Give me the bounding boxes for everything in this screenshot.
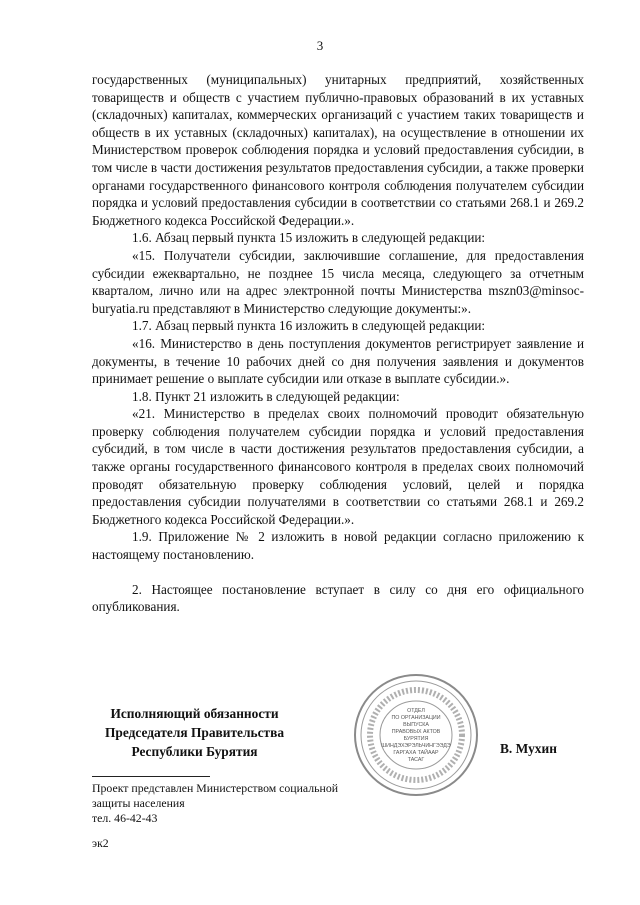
seal-text: БУРЯТИЯ [403, 736, 429, 742]
paragraph: 1.6. Абзац первый пункта 15 изложить в следующей редакции: [132, 230, 486, 246]
signature-title [92, 704, 297, 761]
document-body [92, 71, 584, 616]
footer-line: тел. 46-42-43 [92, 811, 158, 825]
seal-text: ВЫПУСКА [403, 722, 429, 728]
paragraph: 1.7. Абзац первый пункта 16 изложить в следующей редакции: [132, 318, 486, 334]
paragraph: 1.9. Приложение № 2 изложить в новой редакции согласно приложению к настоящему постановлению. [92, 529, 584, 563]
signer-name: В. Мухин [500, 741, 557, 756]
signature-title-line: Республики Бурятия [131, 744, 258, 759]
signature-title-line: Председателя Правительства [104, 725, 285, 740]
paragraph: 2. Настоящее постановление вступает в силу со дня его официального опубликования. [92, 581, 584, 615]
paragraph: «15. Получатели субсидии, заключившие соглашение, для предоставления субсидии ежеквартально, не позднее 15 числа месяца, следующего за отчетным кварталом, лично или на адрес электронной почты Министерства mszn03@minsoc-buryatia.ru представляют в Министерство следующие документы:». [92, 247, 584, 316]
seal-text: ОТДЕЛ [407, 708, 425, 714]
seal-text: ПРАВОВЫХ АКТОВ [391, 729, 441, 735]
footer-rule [92, 776, 210, 777]
document-code: эк2 [92, 836, 109, 850]
paragraph: «21. Министерство в пределах своих полномочий проводит обязательную проверку соблюдения получателем субсидии порядка и условий предоставления субсидий, в том числе в части достижения результатов предоставления субсидии, а также органы государственного финансового контроля в пределах своих полномочий проводят обязательную проверку соблюдения условий, целей и порядка предоставления субсидии получателями в соответствии со статьями 268.1 и 269.2 Бюджетного кодекса Российской Федерации.». [92, 406, 584, 527]
seal-text: ШИНДЭХЭРЭЛЬЧИНГЭЭДЭ [381, 743, 451, 749]
paragraph: «16. Министерство в день поступления документов регистрирует заявление и документы, в течение 10 рабочих дней со дня получения заявления и документов принимает решение о выплате субсидии или отказе в выплате субсидии.». [92, 335, 584, 387]
footer-line: Проект представлен Министерством социальной [92, 781, 339, 795]
document-footer [92, 776, 382, 826]
seal-text: ТАСАГ [407, 757, 425, 763]
paragraph: 1.8. Пункт 21 изложить в следующей редакции: [132, 388, 400, 404]
page-number: 3 [316, 38, 324, 53]
footer-line: защиты населения [92, 796, 185, 810]
signature-title-line: Исполняющий обязанности [110, 706, 279, 721]
seal-text: ГАРГАХА ТАЙААР [393, 750, 439, 756]
seal-text: ПО ОРГАНИЗАЦИИ [391, 715, 441, 721]
paragraph: государственных (муниципальных) унитарных предприятий, хозяйственных товариществ и обществ с участием публично-правовых образований в их уставных (складочных) капиталах, коммерческих организаций с участием таких товариществ и обществ в их уставных (складочных) капиталах), на осуществление в отношении их Министерством проверок соблюдения порядка и условий предоставления субсидии, в том числе в части достижения результатов предоставления субсидии, а также проверки органами государственного финансового контроля соблюдения получателем субсидии порядка и условий предоставления субсидии в соответствии со статьями 268.1 и 269.2 Бюджетного кодекса Российской Федерации.». [92, 72, 584, 228]
